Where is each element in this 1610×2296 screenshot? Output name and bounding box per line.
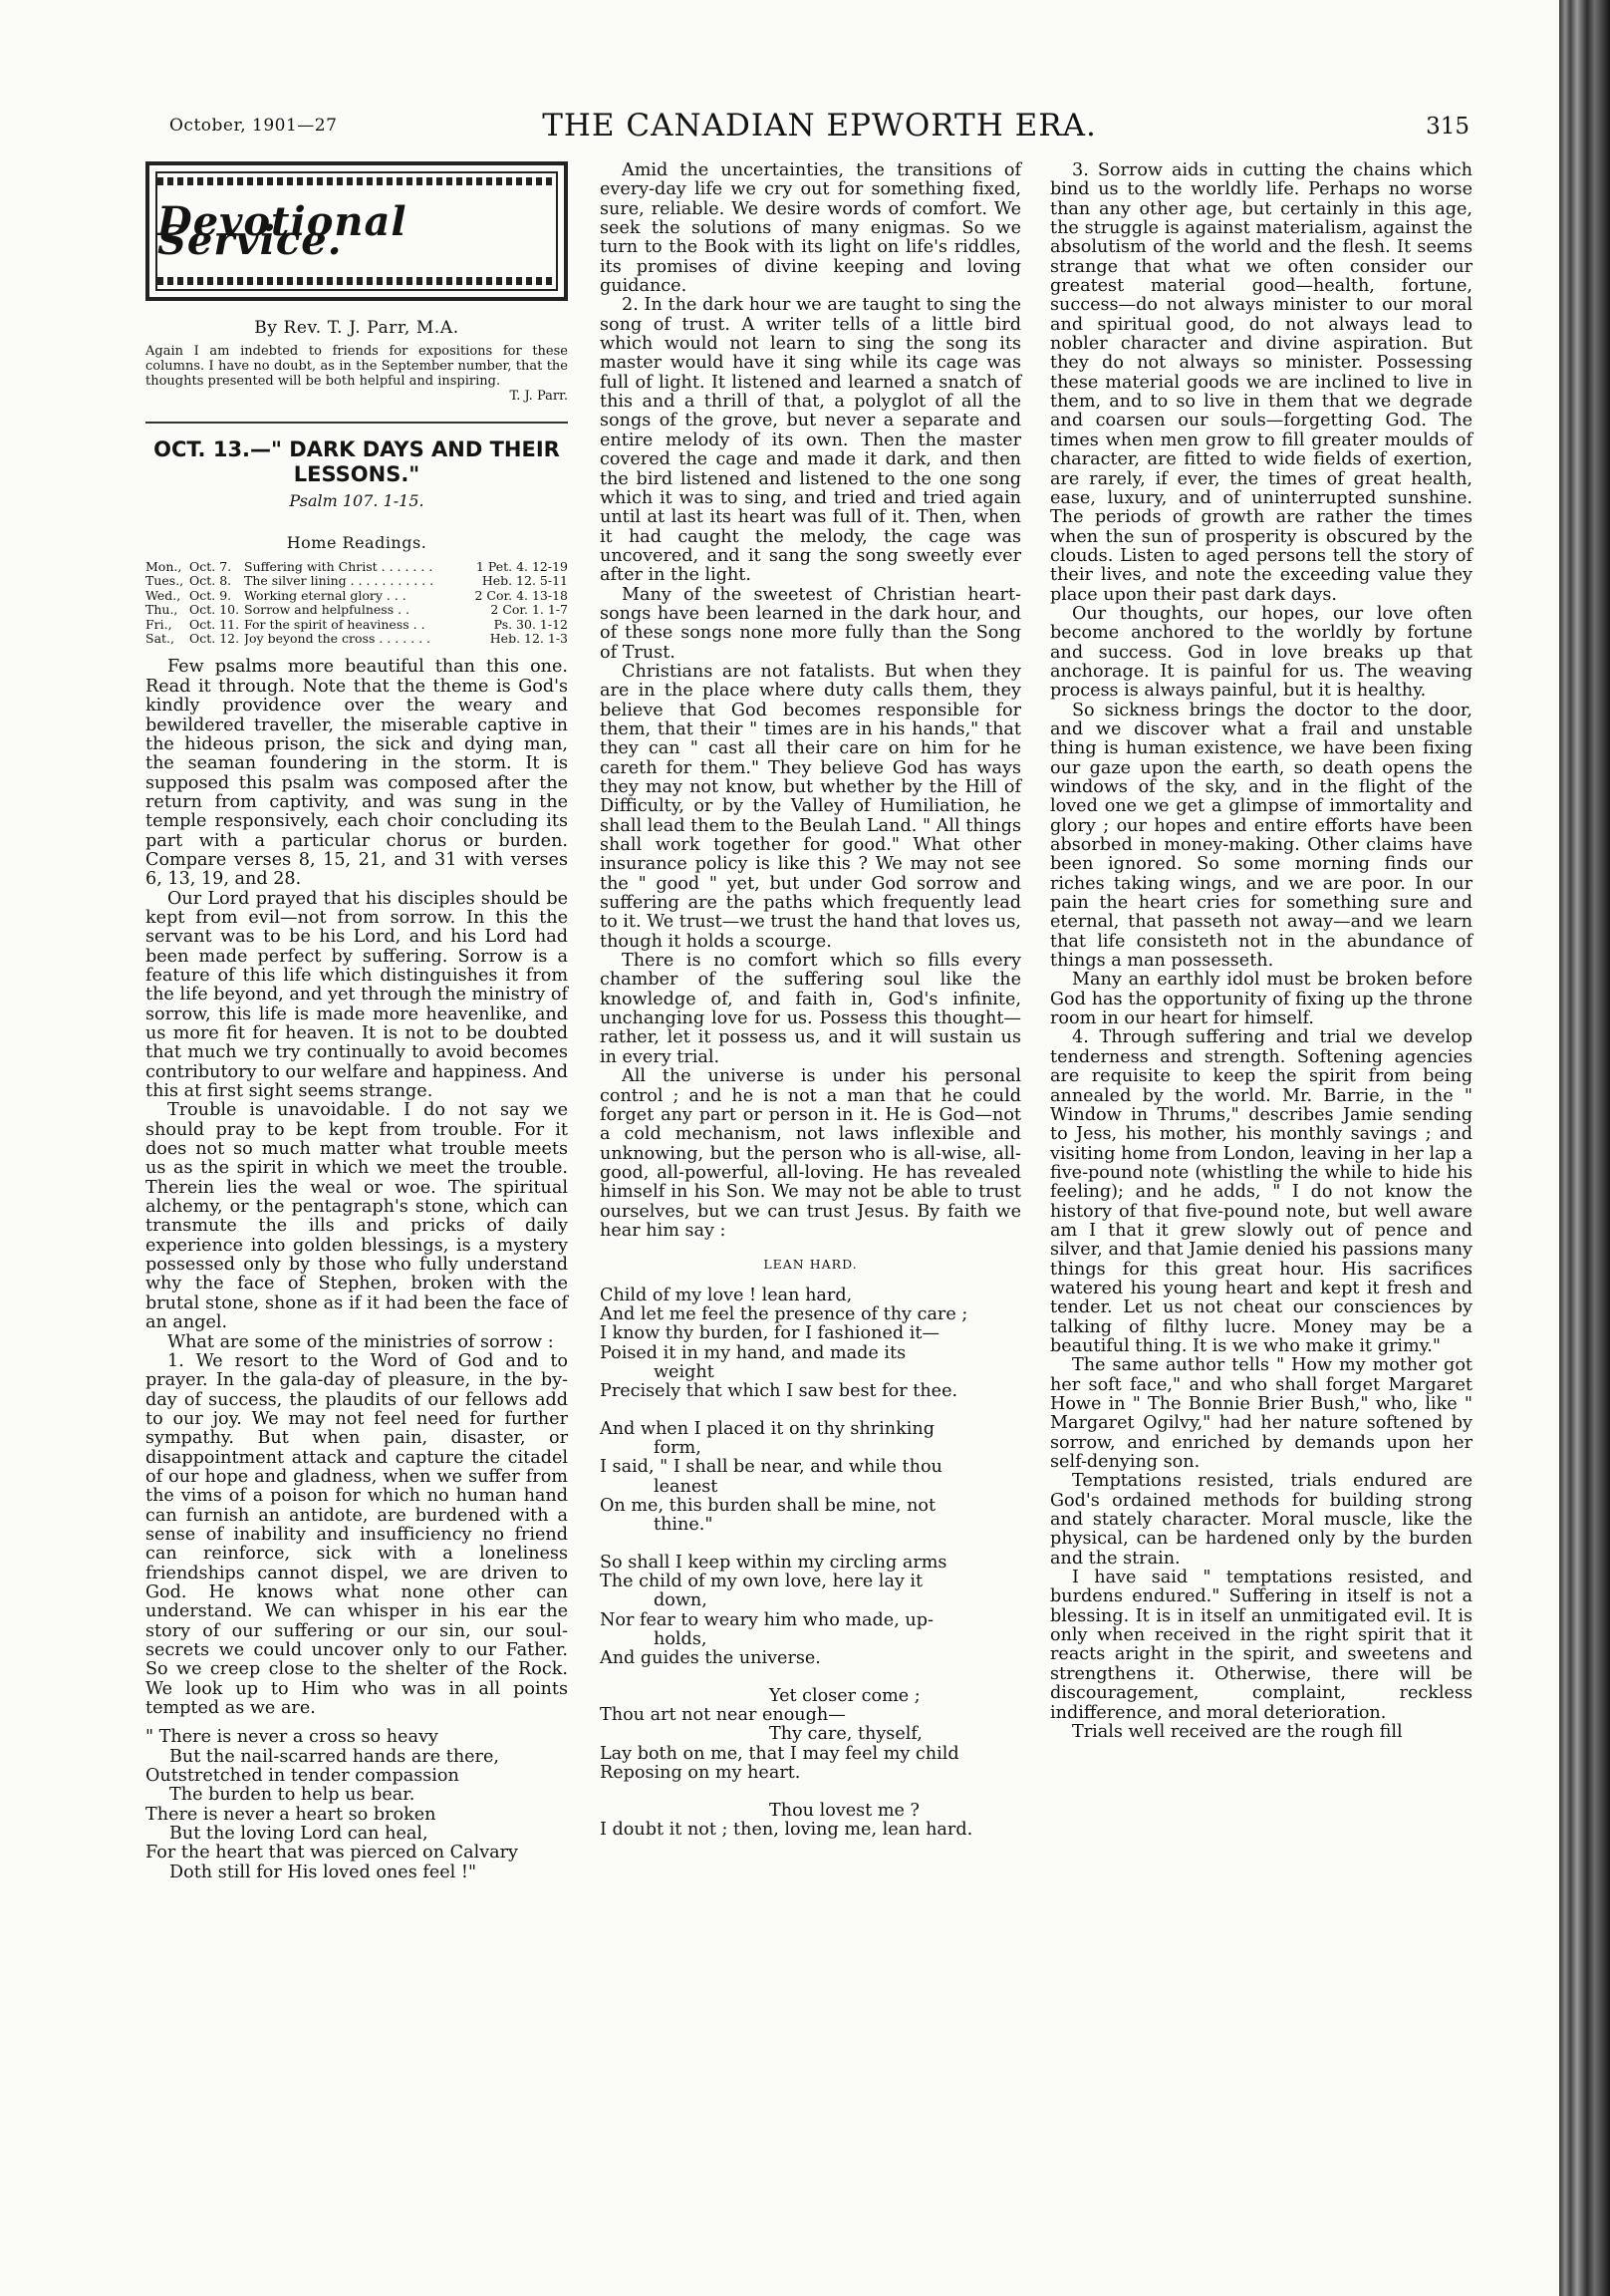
home-readings-table: [145, 560, 568, 646]
paragraph: Trouble is unavoidable. I do not say we should pray to be kept from trouble. For it does not so much matter what trouble meets us as the spirit in which we meet the trouble. Therein lies the weal or woe. The spiritual alchemy, or the pentagraph's stone, which can transmute the ills and pricks of daily experience into golden blessings, is a mystery possessed only by those who fully understand why the face of Stephen, broken with the brutal stone, shone as if it had been the face of an angel.: [145, 1100, 568, 1333]
column-1: [145, 161, 568, 1882]
paragraph: 4. Through suffering and trial we develop tenderness and strength. Softening agencies are requisite to keep the spirit from being annealed by the world. Mr. Barrie, in the " Window in Thrums," describes Jamie sending to Jess, his mother, his monthly savings ; and visiting home from London, leaving in her lap a five-pound note (whistling the while to hide his feeling); and he adds, " I do not know the history of that five-pound note, but well aware am I that it grew slowly out of pence and silver, and that Jamie denied his passions many things for this great hour. His sacrifices watered his young heart and kept it fresh and tender. Let us not cheat our consciences by talking of filthy lucre. Money may be a beautiful thing. It is we who make it grimy.": [1050, 1027, 1473, 1356]
paragraph: 1. We resort to the Word of God and to prayer. In the gala-day of pleasure, in the by-day of success, the plaudits of our fellows add to our joy. We may not feel need for further sympathy. But when pain, disaster, or disappointment attack and capture the citadel of our hope and gladness, when we suffer from the vims of a poison for which no human hand can furnish an antidote, are burdened with a sense of inability and insufficiency no friend can reinforce, sick with a loneliness friendships cannot dispel, we are driven to God. He knows what none other can understand. We can whisper in his ear the story of our suffering or our sin, our soul-secrets we could uncover only to our Father. So we creep close to the shelter of the Rock. We look up to Him who was in all points tempted as we are.: [145, 1350, 568, 1719]
poem-line: Doth still for His loved ones feel !": [169, 1862, 477, 1882]
poem-line: Thy care, thyself,: [769, 1724, 923, 1745]
paragraph: Temptations resisted, trials endured are God's ordained methods for building strong and stately character. Moral muscle, like the physical, can be hardened only by the burden and the strain.: [1050, 1471, 1473, 1569]
poem-line: The burden to help us bear.: [169, 1785, 415, 1806]
paragraph: What are some of the ministries of sorrow :: [167, 1331, 554, 1352]
poem-line: holds,: [654, 1629, 707, 1650]
poem-title: LEAN HARD.: [763, 1257, 858, 1273]
poem-line: And guides the universe.: [600, 1648, 821, 1669]
poem-line: Reposing on my heart.: [600, 1763, 801, 1784]
lesson-reference: Psalm 107. 1-15.: [289, 491, 424, 511]
stanza-break: [600, 1536, 1021, 1554]
paragraph: So sickness brings the doctor to the door, and we discover what a frail and unstable thing is human existence, we have been fixing our gaze upon the earth, so death opens the windows of the sky, and in the flight of the loved one we get a glimpse of immortality and glory ; our hopes and entire efforts have been absorbed in money-making. Other claims have been ignored. So some morning finds our riches taking wings, and we are poor. In our pain the heart cries for something sure and eternal, that passeth not away—and we learn that life consisteth not in the abundance of things a man possesseth.: [1050, 700, 1473, 972]
paragraph: Trials well received are the rough fill: [1072, 1721, 1403, 1742]
paragraph: Many of the sweetest of Christian heart-songs have been learned in the dark hour, and of these songs none more fully than the Song of Trust.: [600, 584, 1021, 663]
column-2: [600, 161, 1021, 1840]
section-banner: [145, 161, 568, 301]
paragraph: Our thoughts, our hopes, our love often become anchored to the worldly by fortune and success. God in love breaks up that anchorage. It is painful for us. The weaving process is always painful, but it is healthy.: [1050, 603, 1473, 702]
paragraph: Our Lord prayed that his disciples should be kept from evil—not from sorrow. In this the servant was to be his Lord, and his Lord had been made perfect by suffering. Sorrow is a feature of this life which distinguishes it from the life beyond, and yet through the ministry of sorrow, this life is made more heavenlike, and us more fit for heaven. It is not to be doubted that much we try continually to avoid becomes contributory to our welfare and happiness. And this at first sight seems strange.: [145, 888, 568, 1102]
poem-line: On me, this burden shall be mine, not: [600, 1496, 937, 1517]
paragraph: Few psalms more beautiful than this one. Read it through. Note that the theme is God's kindly providence over the weary and bewildered traveller, the miserable captive in the hideous prison, the sick and dying man, the seaman foundering in the storm. It is supposed this psalm was composed after the return from captivity, and was sung in the temple responsively, each choir concluding its part with a particular chorus or burden. Compare verses 8, 15, 21, and 31 with verses 6, 13, 19, and 28.: [145, 657, 568, 890]
issue-date: October, 1901—27: [169, 116, 338, 136]
poem-line: But the nail-scarred hands are there,: [169, 1746, 499, 1767]
banner-border-top: [157, 177, 556, 185]
running-header: [169, 108, 1470, 147]
section-title: Devotional Service.: [157, 197, 407, 264]
poem-line: Nor fear to weary him who made, up-: [600, 1609, 934, 1630]
poem-line: I said, " I shall be near, and while thou: [600, 1457, 942, 1478]
poem-line: Yet closer come ;: [769, 1685, 921, 1706]
poem-line: Thou lovest me ?: [769, 1800, 920, 1821]
banner-border-bottom: [157, 277, 556, 285]
home-readings-heading: Home Readings.: [286, 532, 427, 552]
poem-lean-hard: [600, 1287, 1021, 1841]
poem-line: I know thy burden, for I fashioned it—: [600, 1323, 940, 1344]
reading-row: Fri., Oct. 11. For the spirit of heaviness . . Ps. 30. 1-12: [145, 616, 568, 632]
poem-line: And let me feel the presence of thy care ;: [600, 1303, 968, 1324]
editor-signature: T. J. Parr.: [509, 389, 568, 405]
paragraph: There is no comfort which so fills every chamber of the suffering soul like the knowledge of, and faith in, God's infinite, unchanging love for us. Possess this thought—rather, let it possess us, and it will sustain us in every trial.: [600, 951, 1021, 1067]
reading-row: Thu., Oct. 10. Sorrow and helpfulness . . 2 Cor. 1. 1-7: [145, 602, 568, 618]
paragraph: All the universe is under his personal control ; and he is not a man that he could forget any part or person in it. He is God—not a cold mechanism, not laws inflexible and unknowing, but the person who is all-wise, all-good, all-powerful, all-loving. He has revealed himself in his Son. We may not be able to trust ourselves, but we can trust Jesus. By faith we hear him say :: [600, 1066, 1021, 1241]
poem-line: thine.": [654, 1515, 713, 1536]
lesson-title: OCT. 13.—" DARK DAYS AND THEIR LESSONS.": [153, 437, 560, 487]
poem-line: down,: [654, 1590, 707, 1611]
banner-frame: [155, 171, 558, 291]
paragraph: The same author tells " How my mother got her soft face," and who shall forget Margaret Howe in " The Bonnie Brier Bush," who, like " Margaret Ogilvy," had her nature softened by sorrow, and enriched by demands upon her self-denying son.: [1050, 1355, 1473, 1473]
poem-line: form,: [654, 1438, 701, 1458]
reading-row: Wed., Oct. 9. Working eternal glory . . . 2 Cor. 4. 13-18: [145, 587, 568, 603]
paragraph: I have said " temptations resisted, and burdens endured." Suffering in itself is not a blessing. It is in itself an unmitigated evil. It is only when received in the right spirit that it reacts aright in the spirit, and sweetens and strengthens it. Otherwise, there will be discouragement, complaint, reckless indifference, and moral deterioration.: [1050, 1568, 1473, 1723]
poem-line: For the heart that was pierced on Calvary: [145, 1843, 518, 1864]
paragraph: 3. Sorrow aids in cutting the chains which bind us to the worldly life. Perhaps no worse than any other age, but certainly in this age, the struggle is against materialism, against the absolutism of the world and the flesh. It seems strange that what we often consider our greatest material good—health, fortune, success—do not always minister to our moral and spiritual good, do not always lead to nobler character and divine aspiration. But they do not always so minister. Possessing these material goods we are inclined to live in them, and to so live in them that we degrade and coarsen our souls—forgetting God. The times when men grow to fill greater moulds of character, are fitted to wide fields of exertion, are rarely, if ever, the times of great health, ease, luxury, and of uninterrupted sunshine. The periods of growth are rather the times when the sun of prosperity is obscured by the clouds. Listen to aged persons tell the story of their lives, and note the exceeding value they place upon their past dark days.: [1050, 160, 1473, 605]
divider: [145, 422, 568, 424]
poem-line: Thou art not near enough—: [600, 1705, 846, 1726]
book-binding-edge: [1559, 0, 1610, 2296]
reading-row: Sat., Oct. 12. Joy beyond the cross . . . . . . . Heb. 12. 1-3: [145, 631, 568, 647]
editor-note-text: Again I am indebted to friends for expositions for these columns. I have no doubt, as in the September number, that the thoughts presented will be both helpful and inspiring.: [145, 344, 568, 390]
poem-line: Child of my love ! lean hard,: [600, 1285, 853, 1305]
poem-line: Outstretched in tender compassion: [145, 1766, 459, 1787]
poem-line: Precisely that which I saw best for thee.: [600, 1381, 958, 1402]
page-number: 315: [1426, 114, 1470, 140]
poem-line: weight: [654, 1361, 714, 1382]
poem-line: Poised it in my hand, and made its: [600, 1342, 907, 1363]
column-3: [1050, 161, 1473, 1742]
stanza-break: [600, 1784, 1021, 1802]
magazine-title: THE CANADIAN EPWORTH ERA.: [542, 108, 1097, 144]
stanza-break: [600, 1669, 1021, 1687]
poem-cross: [145, 1728, 568, 1882]
paragraph: Many an earthly idol must be broken before God has the opportunity of fixing up the throne room in our heart for himself.: [1050, 970, 1473, 1029]
poem-line: leanest: [654, 1476, 718, 1497]
reading-row: Mon., Oct. 7. Suffering with Christ . . . . . . . 1 Pet. 4. 12-19: [145, 559, 568, 575]
paragraph: Amid the uncertainties, the transitions of every-day life we cry out for something fixed, sure, reliable. We desire words of comfort. We seek the solutions of many enigmas. So we turn to the Book with its light on life's riddles, its promises of divine keeping and loving guidance.: [600, 160, 1021, 297]
poem-line: " There is never a cross so heavy: [145, 1727, 438, 1748]
reading-row: Tues., Oct. 8. The silver lining . . . . . . . . . . . Heb. 12. 5-11: [145, 573, 568, 589]
poem-line: The child of my own love, here lay it: [600, 1572, 924, 1592]
poem-line: I doubt it not ; then, loving me, lean hard.: [600, 1819, 973, 1840]
poem-line: So shall I keep within my circling arms: [600, 1552, 947, 1573]
paragraph: 2. In the dark hour we are taught to sing the song of trust. A writer tells of a little bird which would not learn to sing the song its master would have it sing while its cage was full of light. It listened and learned a snatch of this and a thrill of that, a polyglot of all the songs of the grove, but never a separate and entire melody of its own. Then the master covered the cage and made it dark, and then the bird listened and listened to the one song which it was to sing, and tried and tried again until at last its heart was full of it. Then, when it had caught the melody, the cage was uncovered, and it sang the song sweetly ever after in the light.: [600, 295, 1021, 586]
poem-line: Lay both on me, that I may feel my child: [600, 1743, 959, 1764]
paragraph: Christians are not fatalists. But when they are in the place where duty calls them, they believe that God becomes responsible for them, that their " times are in his hands," that they can " cast all their care on him for he careth for them." They believe God has ways they may not know, but whether by the Hill of Difficulty, or by the Valley of Humiliation, he shall lead them to the Beulah Land. " All things shall work together for good." What other insurance policy is like this ? We may not see the " good " yet, but under God sorrow and suffering are the paths which frequently lead to it. We trust—we trust the hand that loves us, though it holds a scourge.: [600, 661, 1021, 952]
stanza-break: [600, 1402, 1021, 1420]
editor-note: [145, 344, 568, 404]
poem-line: But the loving Lord can heal,: [169, 1824, 428, 1845]
poem-line: And when I placed it on thy shrinking: [600, 1418, 936, 1439]
poem-line: There is never a heart so broken: [145, 1804, 436, 1825]
byline: By Rev. T. J. Parr, M.A.: [254, 318, 459, 338]
